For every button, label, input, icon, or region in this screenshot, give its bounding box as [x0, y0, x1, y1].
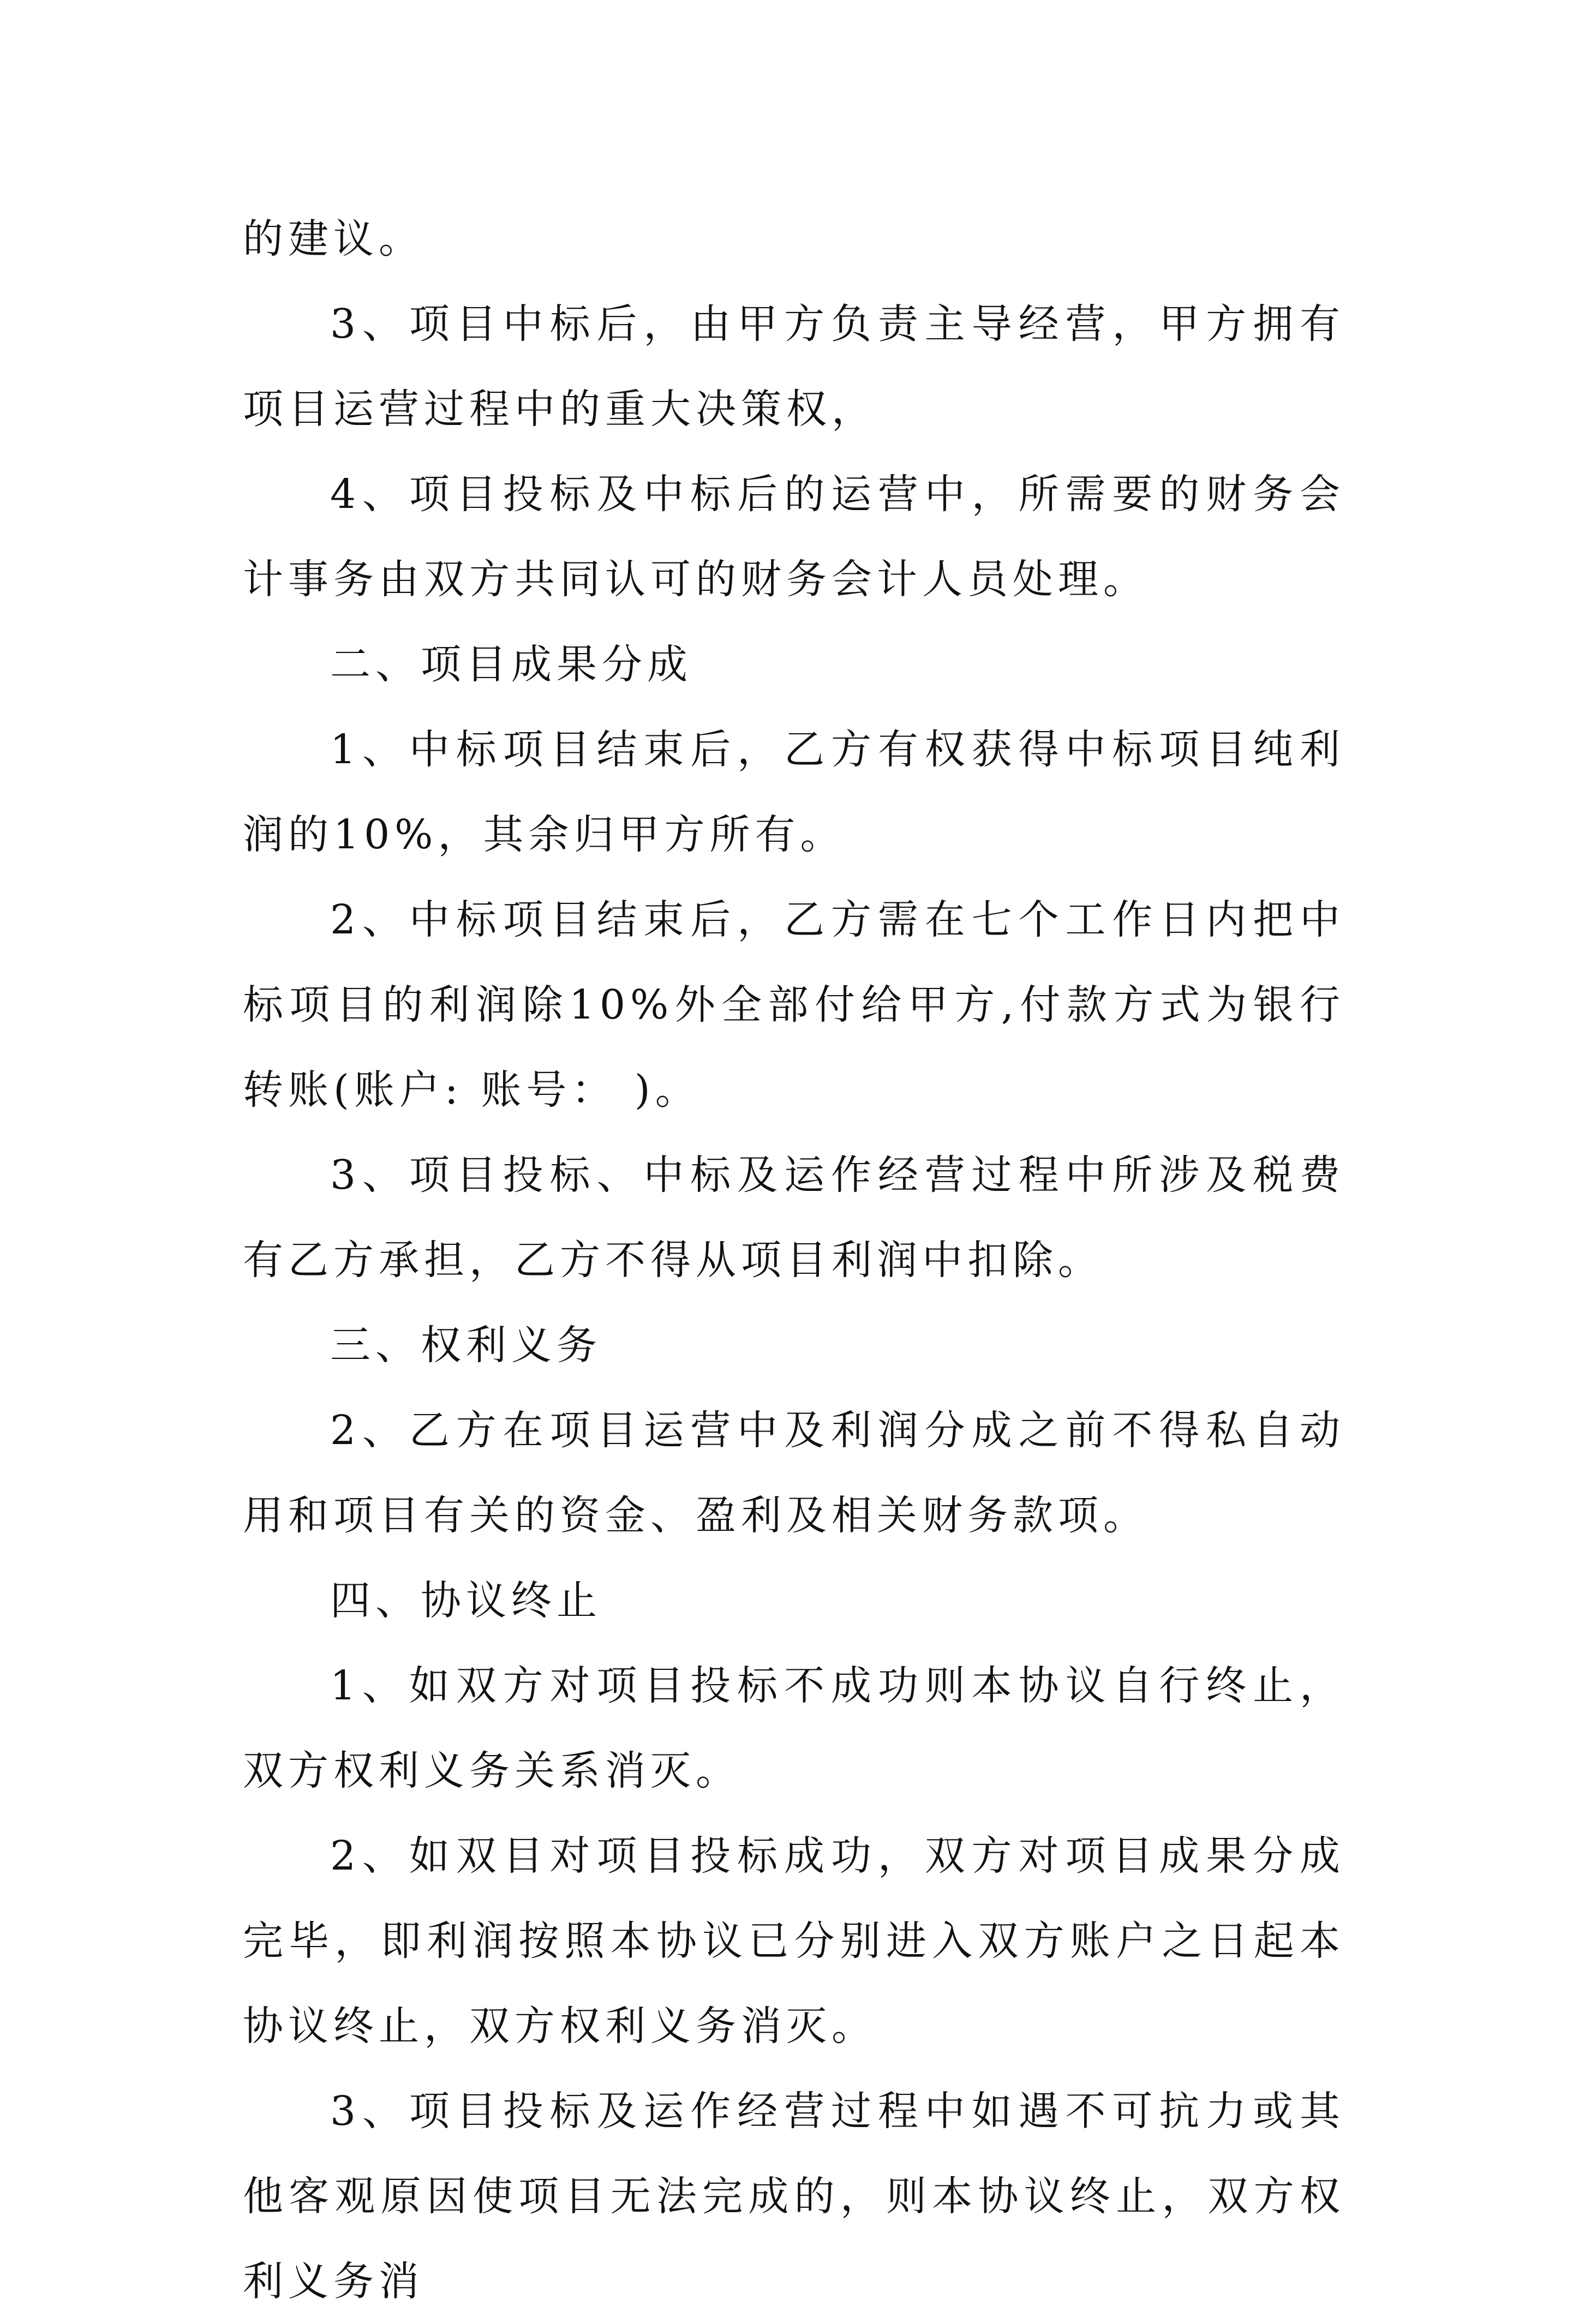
paragraph-clause-2-3: 3、项目投标、中标及运作经营过程中所涉及税费有乙方承担，乙方不得从项目利润中扣除。 [243, 1152, 1345, 1284]
paragraph-clause-4-2: 2、如双目对项目投标成功，双方对项目成果分成完毕，即利润按照本协议已分别进入双方账户之日起本协议终止，双方权利义务消灭。 [243, 1832, 1345, 2050]
paragraph-clause-4-3: 3、项目投标及运作经营过程中如遇不可抗力或其他客观原因使项目无法完成的，则本协议终止，双方权利义务消 [243, 2088, 1345, 2305]
document-body [243, 196, 1345, 2324]
paragraph-clause-2-1: 1、中标项目结束后，乙方有权获得中标项目纯利润的10%，其余归甲方所有。 [243, 726, 1345, 858]
section-heading-4: 四、协议终止 [330, 1577, 602, 1624]
paragraph-clause-3-2: 2、乙方在项目运营中及利润分成之前不得私自动用和项目有关的资金、盈利及相关财务款项。 [243, 1407, 1345, 1539]
section-heading-2: 二、项目成果分成 [330, 641, 692, 688]
section-heading-3: 三、权利义务 [330, 1322, 602, 1369]
paragraph-clause-4-1: 1、如双方对项目投标不成功则本协议自行终止，双方权利义务关系消灭。 [243, 1662, 1345, 1794]
paragraph-clause-2-2: 2、中标项目结束后，乙方需在七个工作日内把中标项目的利润除10%外全部付给甲方,付款方式为银行转账(账户: 账号： )。 [243, 896, 1345, 1113]
paragraph-clause-1-4: 4、项目投标及中标后的运营中，所需要的财务会计事务由双方共同认可的财务会计人员处理。 [243, 471, 1345, 603]
paragraph-clause-1-3: 3、项目中标后，由甲方负责主导经营，甲方拥有项目运营过程中的重大决策权， [243, 301, 1345, 433]
paragraph-continuation: 的建议。 [243, 215, 424, 262]
